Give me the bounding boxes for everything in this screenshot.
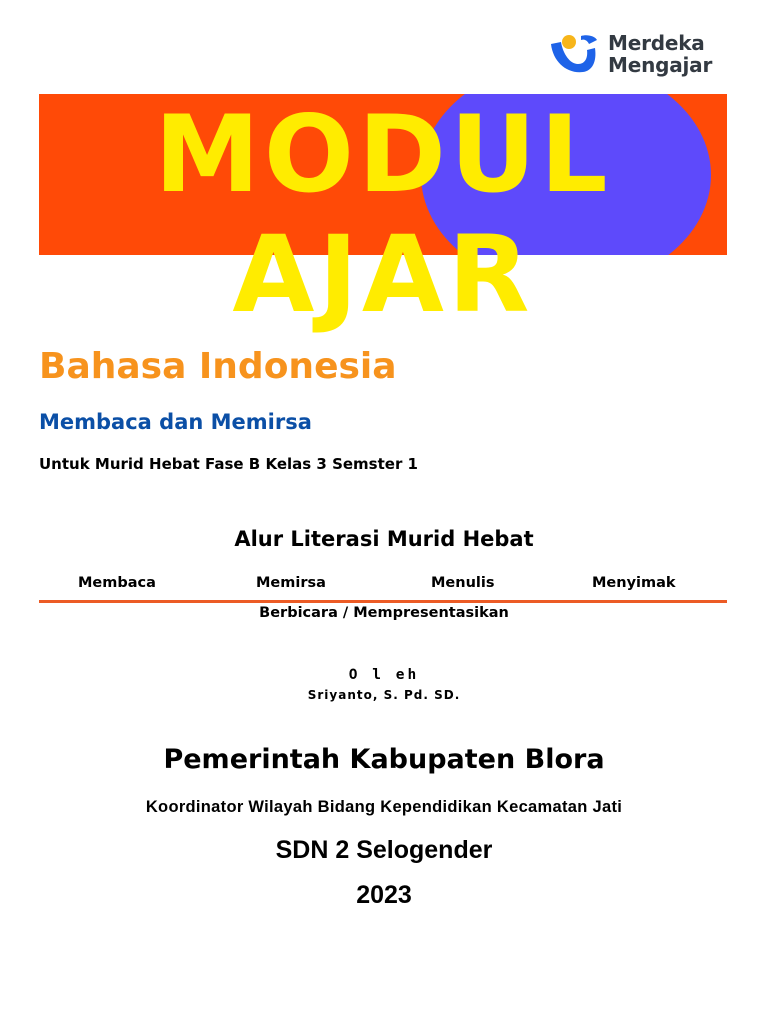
literacy-steps xyxy=(39,575,727,597)
divider-line xyxy=(39,600,727,603)
logo-line-1: Merdeka xyxy=(608,31,705,55)
alur-title: Alur Literasi Murid Hebat xyxy=(234,527,534,551)
subject-heading: Bahasa Indonesia xyxy=(39,346,397,387)
author-label: O l eh xyxy=(348,667,420,683)
target-audience: Untuk Murid Hebat Fase B Kelas 3 Semster 1 xyxy=(39,455,418,473)
skill-heading: Membaca dan Memirsa xyxy=(39,410,312,434)
logo-text xyxy=(608,32,712,76)
step-menyimak: Menyimak xyxy=(592,575,676,591)
school-name: SDN 2 Selogender xyxy=(275,836,493,864)
logo-line-2: Mengajar xyxy=(608,53,713,77)
government-name: Pemerintah Kabupaten Blora xyxy=(163,744,605,775)
merdeka-mengajar-logo xyxy=(545,26,735,86)
step-berbicara: Berbicara / Mempresentasikan xyxy=(259,605,509,621)
step-memirsa: Memirsa xyxy=(256,575,326,591)
title-line-1: MODUL xyxy=(154,93,612,216)
step-menulis: Menulis xyxy=(431,575,495,591)
korwil-name: Koordinator Wilayah Bidang Kependidikan Kecamatan Jati xyxy=(145,798,623,816)
step-membaca: Membaca xyxy=(78,575,156,591)
merdeka-mengajar-logo-icon xyxy=(545,30,601,82)
author-name: Sriyanto, S. Pd. SD. xyxy=(307,688,461,702)
year: 2023 xyxy=(356,881,412,909)
title-line-2: AJAR xyxy=(232,213,534,336)
